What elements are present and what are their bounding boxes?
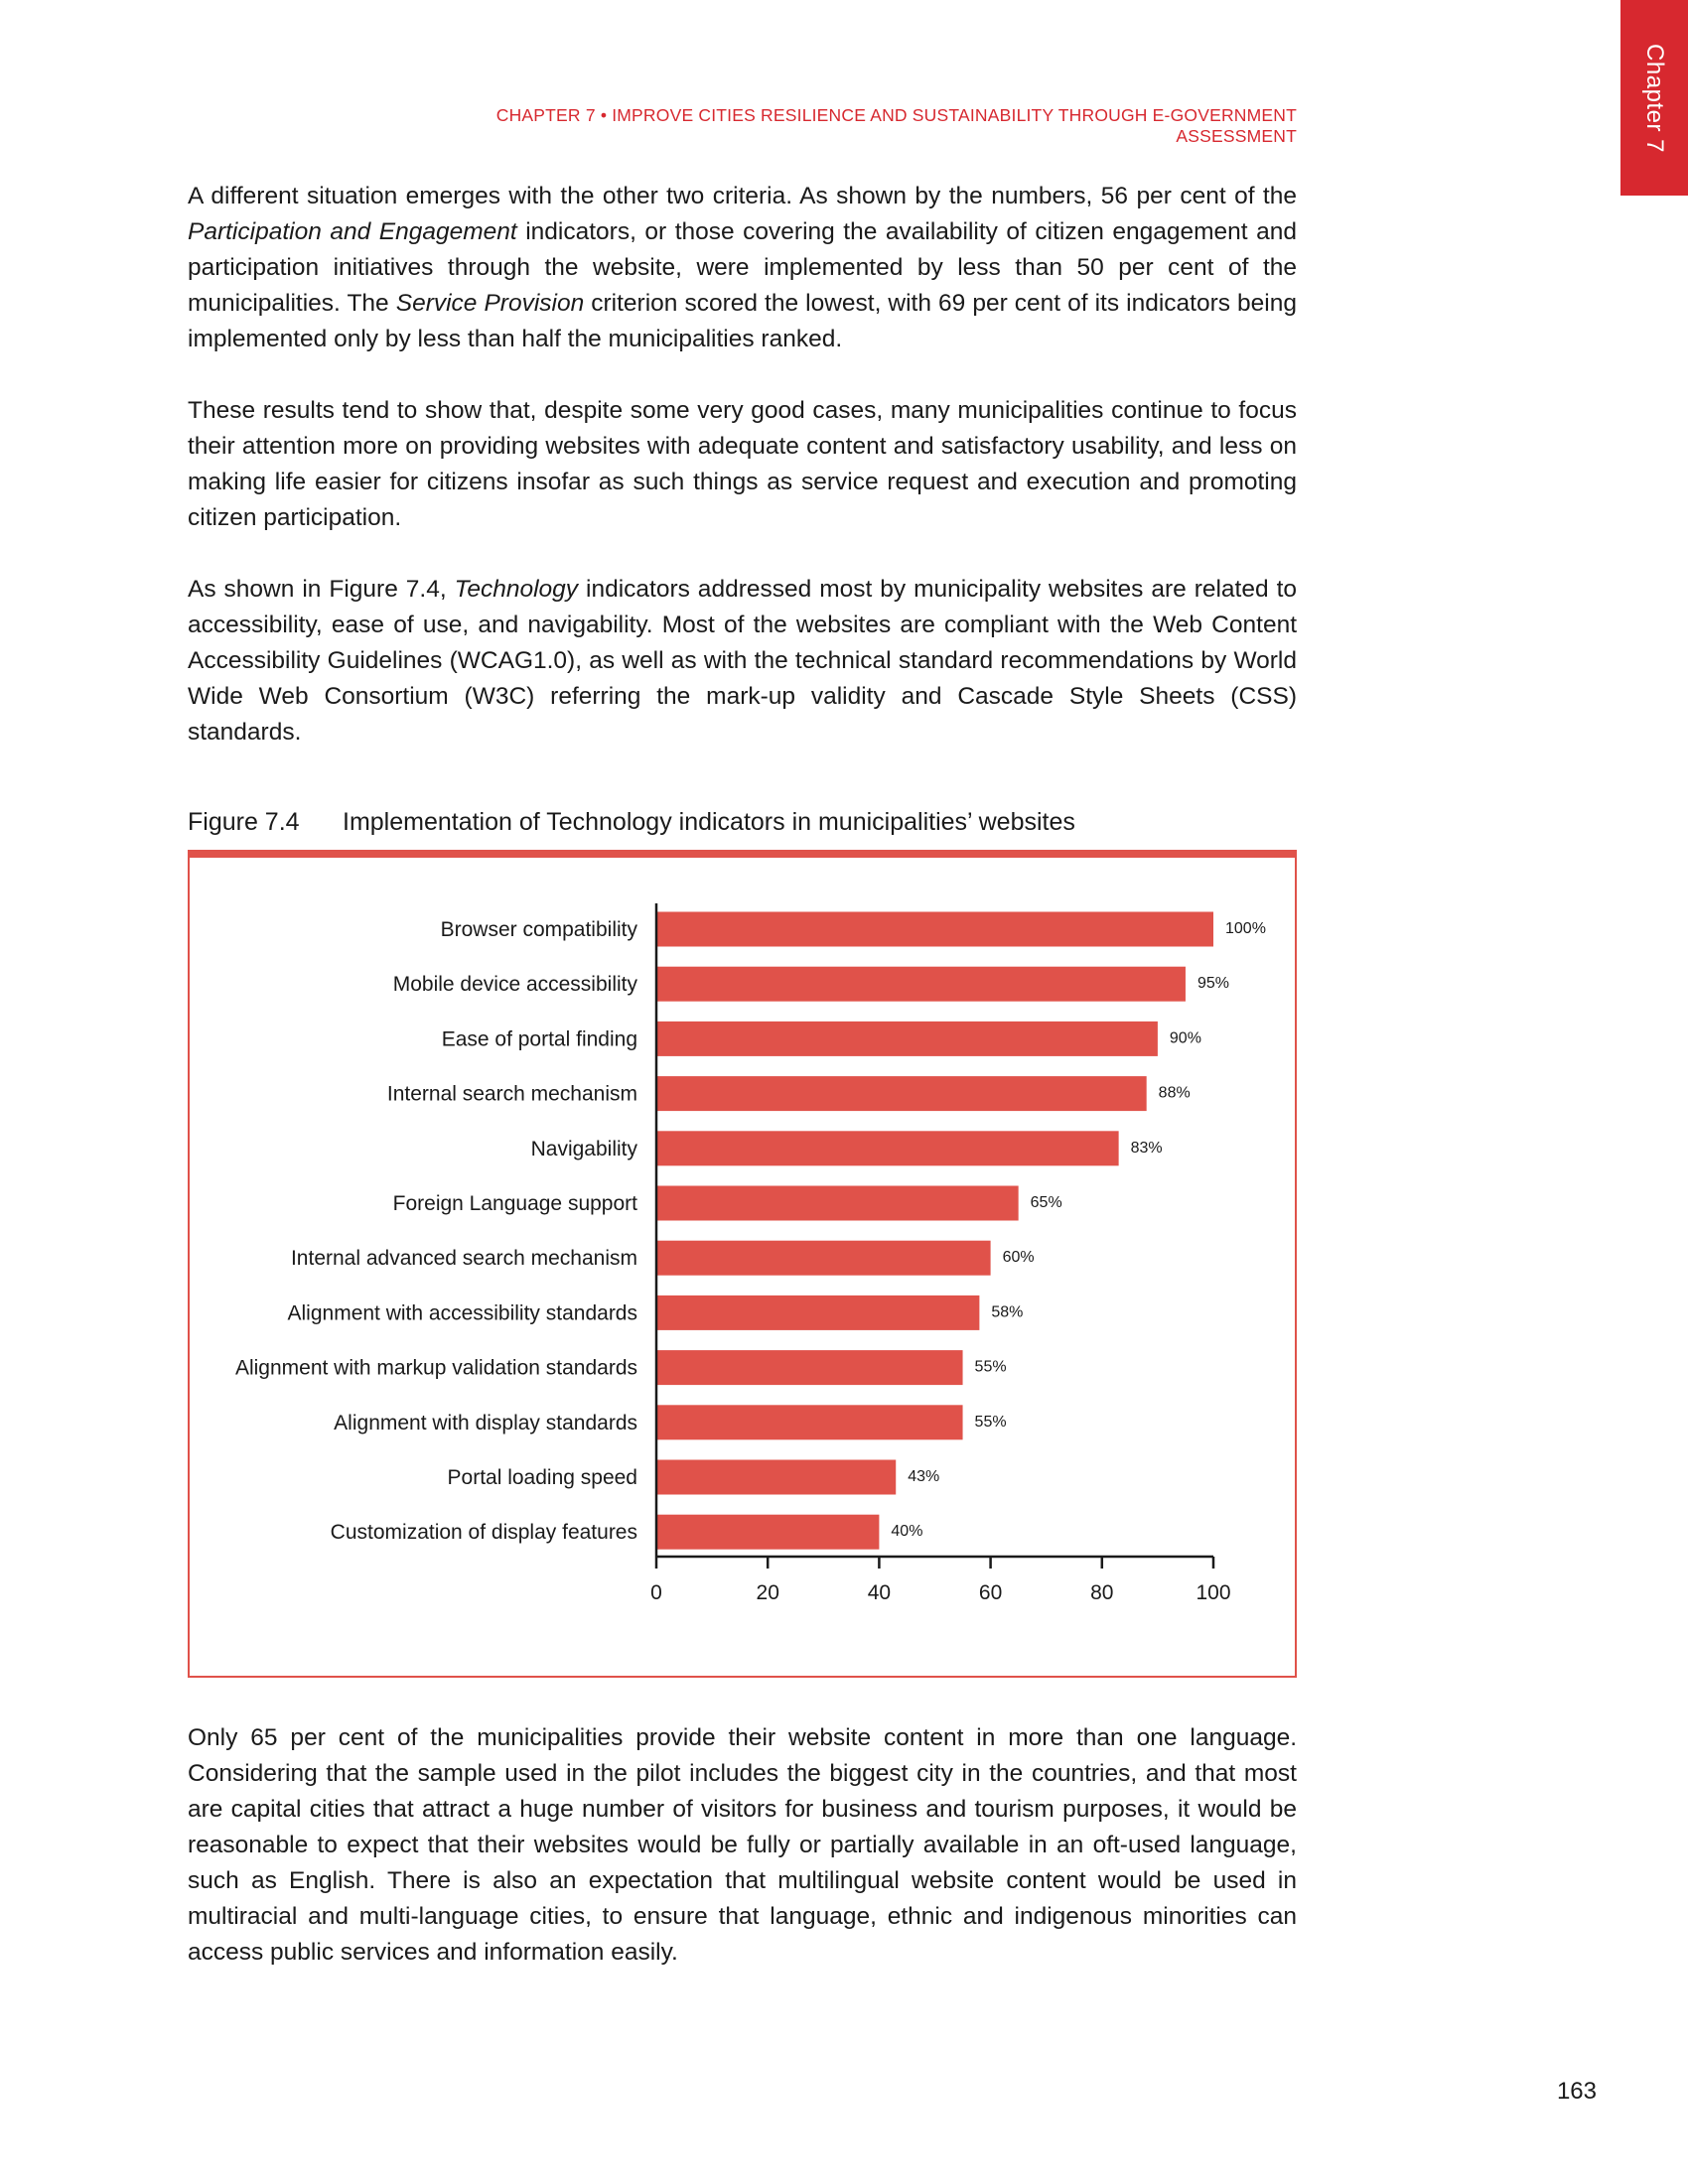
value-label: 90% bbox=[1169, 1029, 1201, 1047]
category-label: Alignment with accessibility standards bbox=[287, 1301, 637, 1325]
paragraph-2: These results tend to show that, despite some very good cases, many municipalities continue to focus their attention more on providing websites with adequate content and satisfactory usability, and less on making life easier for citizens insofar as such things as service request and execution and promoting citizen participation. bbox=[188, 397, 1297, 531]
value-label: 100% bbox=[1225, 920, 1266, 937]
category-label: Alignment with display standards bbox=[334, 1411, 637, 1434]
category-label: Alignment with markup validation standards bbox=[234, 1356, 637, 1380]
x-tick-label: 60 bbox=[978, 1581, 1003, 1604]
paragraph-3: As shown in Figure 7.4, Technology indicators addressed most by municipality websites are related to accessibility, ease of use, and navigability. Most of the websites are compliant with the Web Content Accessibility Guidelines (WCAG1.0), as well as with the technical standard recommendations by World Wide Web Consortium (W3C) referring the mark-up validity and Cascade Style Sheets (CSS) standards. bbox=[188, 576, 1297, 746]
category-label: Mobile device accessibility bbox=[392, 973, 637, 997]
figure-number: Figure 7.4 bbox=[188, 808, 300, 836]
figure-title: Implementation of Technology indicators in municipalities’ websites bbox=[343, 808, 1075, 836]
paragraph-4: Only 65 per cent of the municipalities provide their website content in more than one language. Considering that the sample used in the pilot includes the biggest city in the countries, and that most are capital cities that attract a huge number of visitors for business and tourism purposes, it would be reasonable to expect that their websites would be fully or partially available in an oft-used language, such as English. There is also an expectation that multilingual website content would be used in multiracial and multi-language cities, to ensure that language, ethnic and indigenous minorities can access public services and information easily. bbox=[188, 1724, 1297, 1966]
bar bbox=[656, 1131, 1119, 1165]
x-tick-label: 0 bbox=[650, 1581, 662, 1604]
value-label: 60% bbox=[1002, 1249, 1035, 1267]
page-number: 163 bbox=[1556, 2078, 1597, 2105]
category-label: Foreign Language support bbox=[392, 1192, 637, 1215]
value-label: 43% bbox=[908, 1468, 940, 1485]
value-label: 83% bbox=[1130, 1139, 1163, 1157]
x-tick-label: 80 bbox=[1090, 1581, 1114, 1604]
category-label: Customization of display features bbox=[330, 1521, 637, 1545]
bar bbox=[656, 1296, 979, 1330]
bar bbox=[656, 912, 1213, 947]
category-label: Portal loading speed bbox=[447, 1466, 637, 1489]
bar bbox=[656, 1405, 963, 1439]
category-label: Internal advanced search mechanism bbox=[290, 1247, 637, 1271]
value-label: 65% bbox=[1030, 1194, 1062, 1211]
bar bbox=[656, 1022, 1158, 1056]
category-label: Browser compatibility bbox=[440, 918, 637, 941]
value-label: 40% bbox=[891, 1523, 923, 1541]
bar bbox=[656, 967, 1186, 1002]
x-tick-label: 20 bbox=[756, 1581, 779, 1604]
x-tick-label: 40 bbox=[867, 1581, 892, 1604]
category-label: Ease of portal finding bbox=[441, 1027, 637, 1051]
running-head: CHAPTER 7 • IMPROVE CITIES RESILIENCE AND SUSTAINABILITY THROUGH E-GOVERNMENT ASSESSMENT bbox=[495, 105, 1297, 146]
x-tick-label: 100 bbox=[1196, 1581, 1231, 1604]
value-label: 58% bbox=[991, 1303, 1024, 1321]
bar bbox=[656, 1515, 879, 1550]
paragraph-1: A different situation emerges with the other two criteria. As shown by the numbers, 56 per cent of the Participation and Engagement indicators, or those covering the availability of citizen engagement and participation initiatives through the website, were implemented by less than 50 per cent of the municipalities. The Service Provision criterion scored the lowest, with 69 per cent of its indicators being implemented only by less than half the municipalities ranked. bbox=[188, 183, 1297, 352]
value-label: 55% bbox=[974, 1358, 1007, 1376]
bar bbox=[656, 1350, 963, 1385]
category-label: Navigability bbox=[530, 1137, 637, 1160]
chapter-tab-label: Chapter 7 bbox=[1641, 43, 1668, 153]
bar bbox=[656, 1460, 896, 1495]
value-label: 95% bbox=[1196, 975, 1229, 993]
value-label: 88% bbox=[1158, 1084, 1191, 1102]
bar bbox=[656, 1241, 991, 1276]
bar bbox=[656, 1186, 1019, 1221]
category-label: Internal search mechanism bbox=[386, 1082, 637, 1106]
bar bbox=[656, 1076, 1147, 1111]
value-label: 55% bbox=[974, 1413, 1007, 1431]
